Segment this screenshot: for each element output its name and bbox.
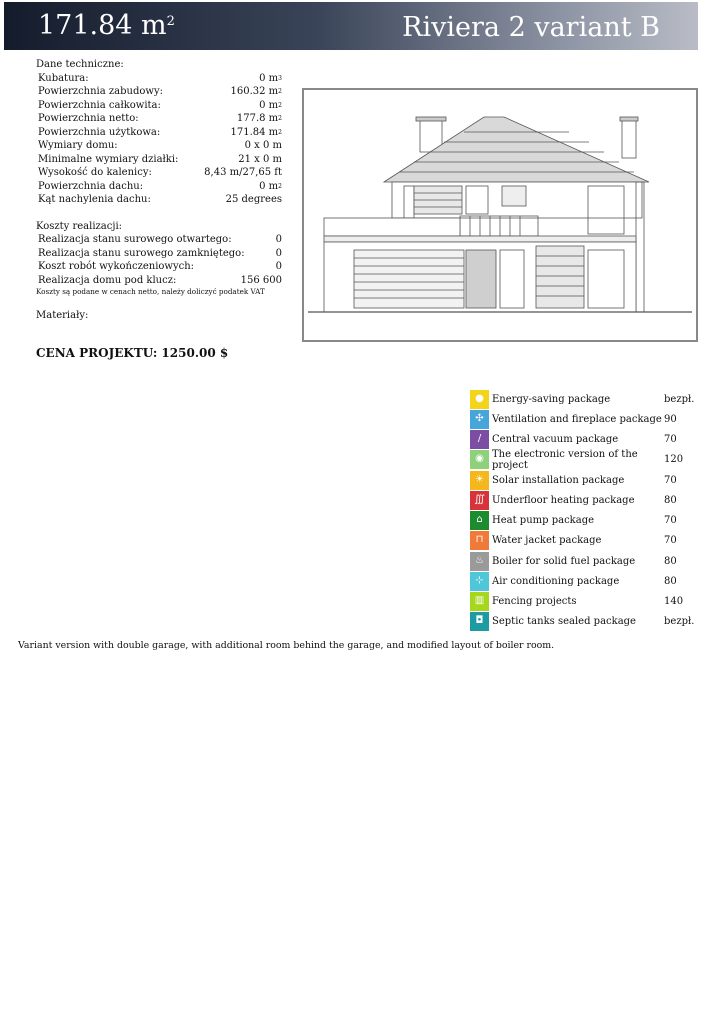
spec-row xyxy=(36,193,282,207)
package-price: bezpł. xyxy=(664,393,695,405)
package-name: Energy-saving package xyxy=(492,393,611,405)
package-name: Central vacuum package xyxy=(492,434,619,446)
water-jacket-icon xyxy=(470,531,489,550)
spec-value-text: 0 m xyxy=(259,72,279,84)
heating-icon xyxy=(470,491,489,510)
package-price: 140 xyxy=(664,596,684,608)
package-price: 70 xyxy=(664,434,677,446)
spec-value-text: 21 x 0 m xyxy=(238,153,282,165)
package-icon-glyph: ♨ xyxy=(475,554,484,566)
spec-unit-exponent: 2 xyxy=(278,115,282,122)
spec-value xyxy=(237,112,282,126)
spec-unit-exponent: 2 xyxy=(278,182,282,190)
spec-row xyxy=(36,166,282,180)
package-item[interactable] xyxy=(470,571,696,591)
package-name: Air conditioning package xyxy=(492,575,620,587)
spec-value-text: 177.8 m xyxy=(236,113,279,124)
package-item[interactable] xyxy=(470,612,696,632)
cost-label: Realizacja stanu surowego otwartego: xyxy=(38,234,232,245)
package-item[interactable] xyxy=(470,511,696,531)
package-item[interactable] xyxy=(470,389,696,409)
spec-value xyxy=(245,139,282,153)
package-price: 80 xyxy=(664,494,677,506)
package-item[interactable] xyxy=(470,551,696,571)
package-price: 70 xyxy=(664,474,677,486)
variant-description: Variant version with double garage, with additional room behind the garage, and modified layout of boiler room. xyxy=(18,640,555,651)
spec-value xyxy=(238,153,282,167)
spec-value xyxy=(259,180,282,194)
materials-label: Materiały: xyxy=(36,310,89,321)
cost-value: 0 xyxy=(275,247,282,259)
spec-label: Powierzchnia użytkowa: xyxy=(38,126,161,138)
package-name: The electronic version of the project xyxy=(492,448,638,471)
package-item[interactable] xyxy=(470,409,696,429)
solar-icon xyxy=(470,471,489,490)
package-icon-glyph: ● xyxy=(475,392,484,404)
spec-row xyxy=(36,126,282,140)
package-item[interactable] xyxy=(470,490,696,510)
package-name: Fencing projects xyxy=(492,596,577,608)
vacuum-icon xyxy=(470,430,489,449)
package-price: 70 xyxy=(664,535,677,547)
spec-row xyxy=(36,139,282,153)
costs-note: Koszty są podane w cenach netto, należy doliczyć podatek VAT xyxy=(36,287,265,296)
spec-value-text: 0 x 0 m xyxy=(244,140,282,151)
spec-unit-exponent: 2 xyxy=(278,101,282,109)
fan-icon xyxy=(470,410,489,429)
package-icon-glyph: ▥ xyxy=(474,595,485,607)
package-price: 80 xyxy=(664,555,677,567)
house-elevation-svg xyxy=(304,90,696,340)
package-name: Boiler for solid fuel package xyxy=(492,555,636,567)
spec-row xyxy=(36,112,282,126)
sun-icon xyxy=(470,390,489,409)
boiler-icon xyxy=(470,552,489,571)
header-banner xyxy=(4,2,698,50)
package-icon-glyph: ⊹ xyxy=(475,574,484,586)
spec-value xyxy=(231,85,282,99)
spec-value xyxy=(231,126,282,140)
spec-row xyxy=(36,72,282,86)
package-name: Ventilation and fireplace package xyxy=(492,413,662,425)
spec-unit-exponent: 3 xyxy=(278,74,282,82)
spec-value-text: 160.32 m xyxy=(230,86,279,97)
package-item[interactable] xyxy=(470,430,696,450)
spec-value xyxy=(259,72,282,86)
cost-label: Realizacja domu pod klucz: xyxy=(38,274,177,286)
cost-row xyxy=(36,247,282,261)
septic-tank-icon xyxy=(470,612,489,631)
project-name: Riviera 2 variant B xyxy=(402,12,660,43)
spec-label: Powierzchnia całkowita: xyxy=(38,99,161,111)
spec-label: Kąt nachylenia dachu: xyxy=(38,194,151,205)
package-name: Heat pump package xyxy=(492,515,595,527)
house-elevation-drawing xyxy=(302,88,698,342)
cost-label: Koszt robót wykończeniowych: xyxy=(38,261,195,272)
package-name: Solar installation package xyxy=(492,474,625,486)
spec-value-text: 8,43 m/27,65 ft xyxy=(204,167,282,178)
spec-label: Kubatura: xyxy=(38,72,89,84)
cost-value: 0 xyxy=(275,234,282,245)
spec-value-text: 0 m xyxy=(259,180,279,192)
spec-label: Powierzchnia dachu: xyxy=(38,180,144,192)
technical-data-title: Dane techniczne: xyxy=(36,59,124,70)
cost-row xyxy=(36,233,282,247)
spec-value xyxy=(259,99,282,113)
spec-value-text: 0 m xyxy=(259,99,279,111)
package-icon-glyph: ☀ xyxy=(475,473,484,485)
costs-title: Koszty realizacji: xyxy=(36,220,123,232)
package-icon-glyph: ✣ xyxy=(475,412,484,424)
package-item[interactable] xyxy=(470,450,696,470)
package-price: 120 xyxy=(664,454,684,466)
package-icon-glyph: ∭ xyxy=(474,493,485,505)
spec-label: Powierzchnia zabudowy: xyxy=(38,86,163,97)
package-price: 90 xyxy=(664,413,677,425)
spec-value-text: 25 degrees xyxy=(225,194,282,205)
package-price: bezpł. xyxy=(664,616,695,628)
air-conditioning-icon xyxy=(470,572,489,591)
spec-label: Powierzchnia netto: xyxy=(38,113,139,124)
package-name: Water jacket package xyxy=(492,535,602,547)
packages-list xyxy=(470,389,696,632)
spec-unit-exponent: 2 xyxy=(278,88,282,95)
cost-row xyxy=(36,274,282,288)
cost-row xyxy=(36,260,282,274)
package-item[interactable] xyxy=(470,470,696,490)
package-price: 70 xyxy=(664,515,677,527)
spec-row xyxy=(36,180,282,194)
package-name: Septic tanks sealed package xyxy=(492,616,636,628)
package-item[interactable] xyxy=(470,592,696,612)
spec-value-text: 171.84 m xyxy=(230,126,279,138)
package-icon-glyph: ◘ xyxy=(475,615,484,627)
disc-icon xyxy=(470,450,489,469)
package-name: Underfloor heating package xyxy=(492,494,635,506)
cost-value: 0 xyxy=(275,261,282,272)
spec-row xyxy=(36,153,282,167)
spec-value xyxy=(226,193,282,207)
spec-label: Wysokość do kalenicy: xyxy=(38,167,152,178)
package-icon-glyph: / xyxy=(477,433,482,445)
package-icon-glyph: ◉ xyxy=(475,453,484,465)
technical-data xyxy=(36,58,282,297)
package-icon-glyph: ⌂ xyxy=(476,514,483,526)
spec-row xyxy=(36,85,282,99)
spec-value xyxy=(204,166,282,180)
cost-value: 156 600 xyxy=(240,274,282,286)
spec-row xyxy=(36,99,282,113)
fence-icon xyxy=(470,592,489,611)
spec-label: Minimalne wymiary działki: xyxy=(38,153,179,165)
spec-label: Wymiary domu: xyxy=(38,140,118,151)
package-item[interactable] xyxy=(470,531,696,551)
cost-label: Realizacja stanu surowego zamkniętego: xyxy=(38,247,245,259)
spec-unit-exponent: 2 xyxy=(278,128,282,136)
package-icon-glyph: ⊓ xyxy=(475,534,484,546)
package-price: 80 xyxy=(664,575,677,587)
heat-pump-icon xyxy=(470,511,489,530)
project-price: CENA PROJEKTU: 1250.00 $ xyxy=(36,346,229,360)
house-area: 171.84 $m^2$ xyxy=(38,10,175,41)
